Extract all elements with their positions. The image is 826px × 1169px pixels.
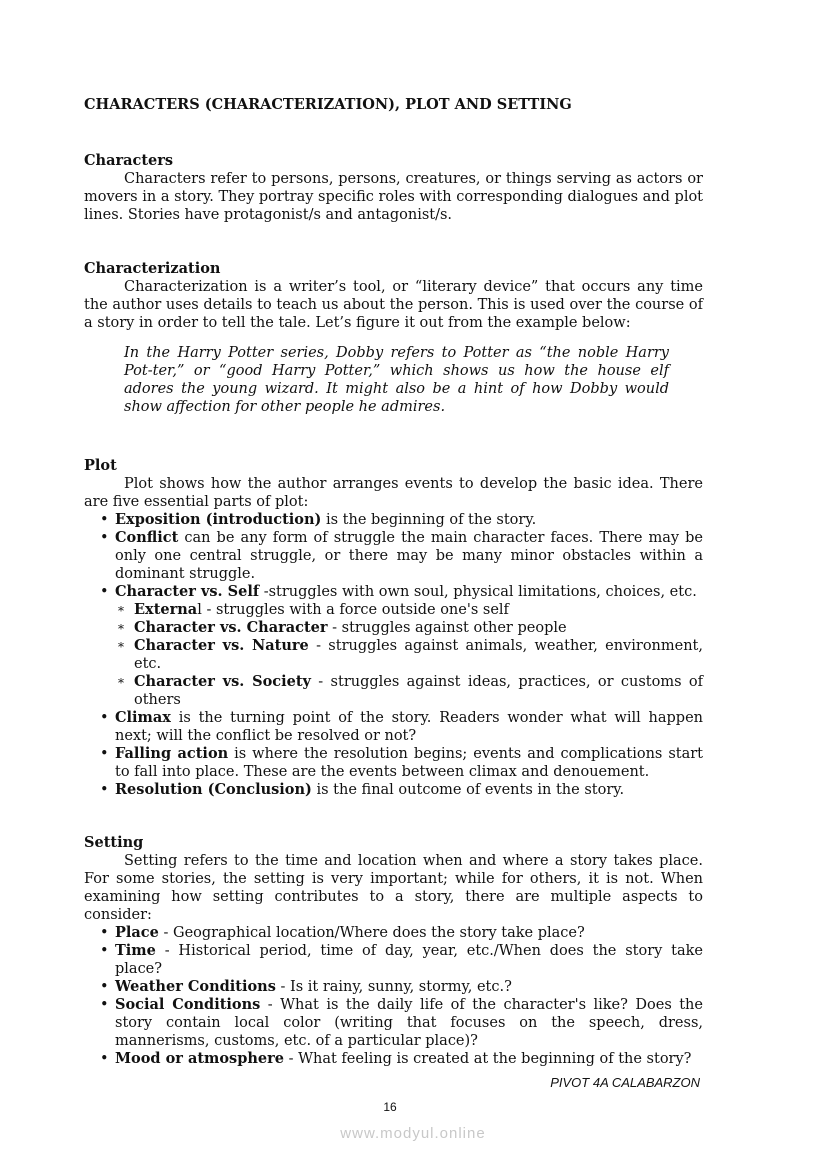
list-item-text: is the turning point of the story. Readers wonder what will happen next; will the conflict be resolved or not?	[115, 710, 703, 744]
sub-list-item-text: - struggles against ideas, practices, or customs of others	[134, 674, 703, 708]
list-item	[115, 511, 703, 529]
list-item-text: is where the resolution begins; events and complications start to fall into place. These are the events between climax and denouement.	[115, 746, 703, 780]
setting-heading: Setting	[84, 834, 144, 851]
page-number: 16	[383, 1100, 397, 1114]
list-item-text: - Geographical location/Where does the story take place?	[158, 925, 585, 941]
list-item-term: Exposition (introduction)	[115, 511, 322, 528]
list-item-term: Climax	[115, 709, 171, 726]
list-item	[115, 781, 703, 799]
list-item	[115, 529, 703, 583]
list-item-text: - Historical period, time of day, year, etc./When does the story take place?	[115, 943, 703, 977]
sub-list-item-term: Character vs. Character	[134, 619, 328, 636]
list-item-term: Resolution (Conclusion)	[115, 781, 312, 798]
list-item	[115, 978, 703, 996]
list-item-term: Conflict	[115, 529, 179, 546]
list-item-term: Character vs. Self	[115, 583, 260, 600]
harry-potter-example-quote: In the Harry Potter series, Dobby refers to Potter as “the noble Harry Pot-ter,” or “good Harry Potter,” which shows us how the house elf adores the young wizard. It might also be a hint of how Dobby would show affection for other people he admires.	[124, 345, 669, 415]
characterization-paragraph: Characterization is a writer’s tool, or “literary device” that occurs any time the author uses details to teach us about the person. This is used over the course of a story in order to tell the tale. Let’s figure it out from the example below:	[84, 279, 703, 331]
sub-list-item-text: - struggles against other people	[327, 620, 567, 636]
characterization-section	[84, 260, 703, 416]
sub-list-item	[134, 673, 703, 709]
setting-paragraph: Setting refers to the time and location when and where a story takes place. For some stories, the setting is very important; while for others, it is not. When examining how setting contributes to a story, there are multiple aspects to consider:	[84, 853, 703, 923]
list-item-text: can be any form of struggle the main character faces. There may be only one central struggle, or there may be many minor obstacles within a dominant struggle.	[115, 530, 703, 582]
list-item-term: Falling action	[115, 745, 229, 762]
list-item	[115, 709, 703, 745]
characters-section	[84, 152, 703, 224]
list-item-term: Place	[115, 924, 159, 941]
characters-heading: Characters	[84, 152, 174, 169]
sub-list-item-term: Character vs. Nature	[134, 637, 309, 654]
list-item-term: Weather Conditions	[115, 978, 276, 995]
page-title: CHARACTERS (CHARACTERIZATION), PLOT AND SETTING	[84, 96, 572, 113]
plot-paragraph: Plot shows how the author arranges events to develop the basic idea. There are five essential parts of plot:	[84, 476, 703, 510]
sub-list-item-text: - struggles against animals, weather, environment, etc.	[134, 638, 703, 672]
list-item-text: is the beginning of the story.	[321, 512, 537, 528]
plot-heading: Plot	[84, 457, 117, 474]
list-item	[115, 745, 703, 781]
list-item-text: is the final outcome of events in the story.	[311, 782, 625, 798]
list-item-text: - Is it rainy, sunny, stormy, etc.?	[275, 979, 512, 995]
plot-parts-list	[84, 511, 703, 799]
footer-label: PIVOT 4A CALABARZON	[550, 1075, 700, 1090]
list-item	[115, 1050, 703, 1068]
list-item-term: Mood or atmosphere	[115, 1050, 284, 1067]
sub-list-item-term: Character vs. Society	[134, 673, 311, 690]
sub-list-item	[134, 637, 703, 673]
sub-list-item-text: l - struggles with a force outside one's self	[197, 602, 509, 618]
conflict-types-list	[115, 601, 703, 709]
setting-aspects-list	[84, 924, 703, 1068]
watermark: www.modyul.online	[340, 1125, 486, 1142]
list-item-term: Social Conditions	[115, 996, 261, 1013]
list-item	[115, 924, 703, 942]
sub-list-item-term: Externa	[134, 601, 198, 618]
list-item-text: - What is the daily life of the character's like? Does the story contain local color (writing that focuses on the speech, dress, mannerisms, customs, etc. of a particular place)?	[115, 997, 703, 1049]
sub-list-item	[134, 601, 703, 619]
list-item-text: - What feeling is created at the beginning of the story?	[283, 1051, 692, 1067]
setting-section	[84, 834, 703, 1068]
list-item	[115, 942, 703, 978]
characters-paragraph: Characters refer to persons, persons, creatures, or things serving as actors or movers in a story. They portray specific roles with corresponding dialogues and plot lines. Stories have protagonist/s and antagonist/s.	[84, 171, 704, 223]
list-item-text: -struggles with own soul, physical limitations, choices, etc.	[259, 584, 697, 600]
list-item	[115, 996, 703, 1050]
sub-list-item	[134, 619, 703, 637]
list-item	[115, 583, 703, 709]
plot-section	[84, 457, 703, 799]
characterization-heading: Characterization	[84, 260, 221, 277]
list-item-term: Time	[115, 942, 156, 959]
